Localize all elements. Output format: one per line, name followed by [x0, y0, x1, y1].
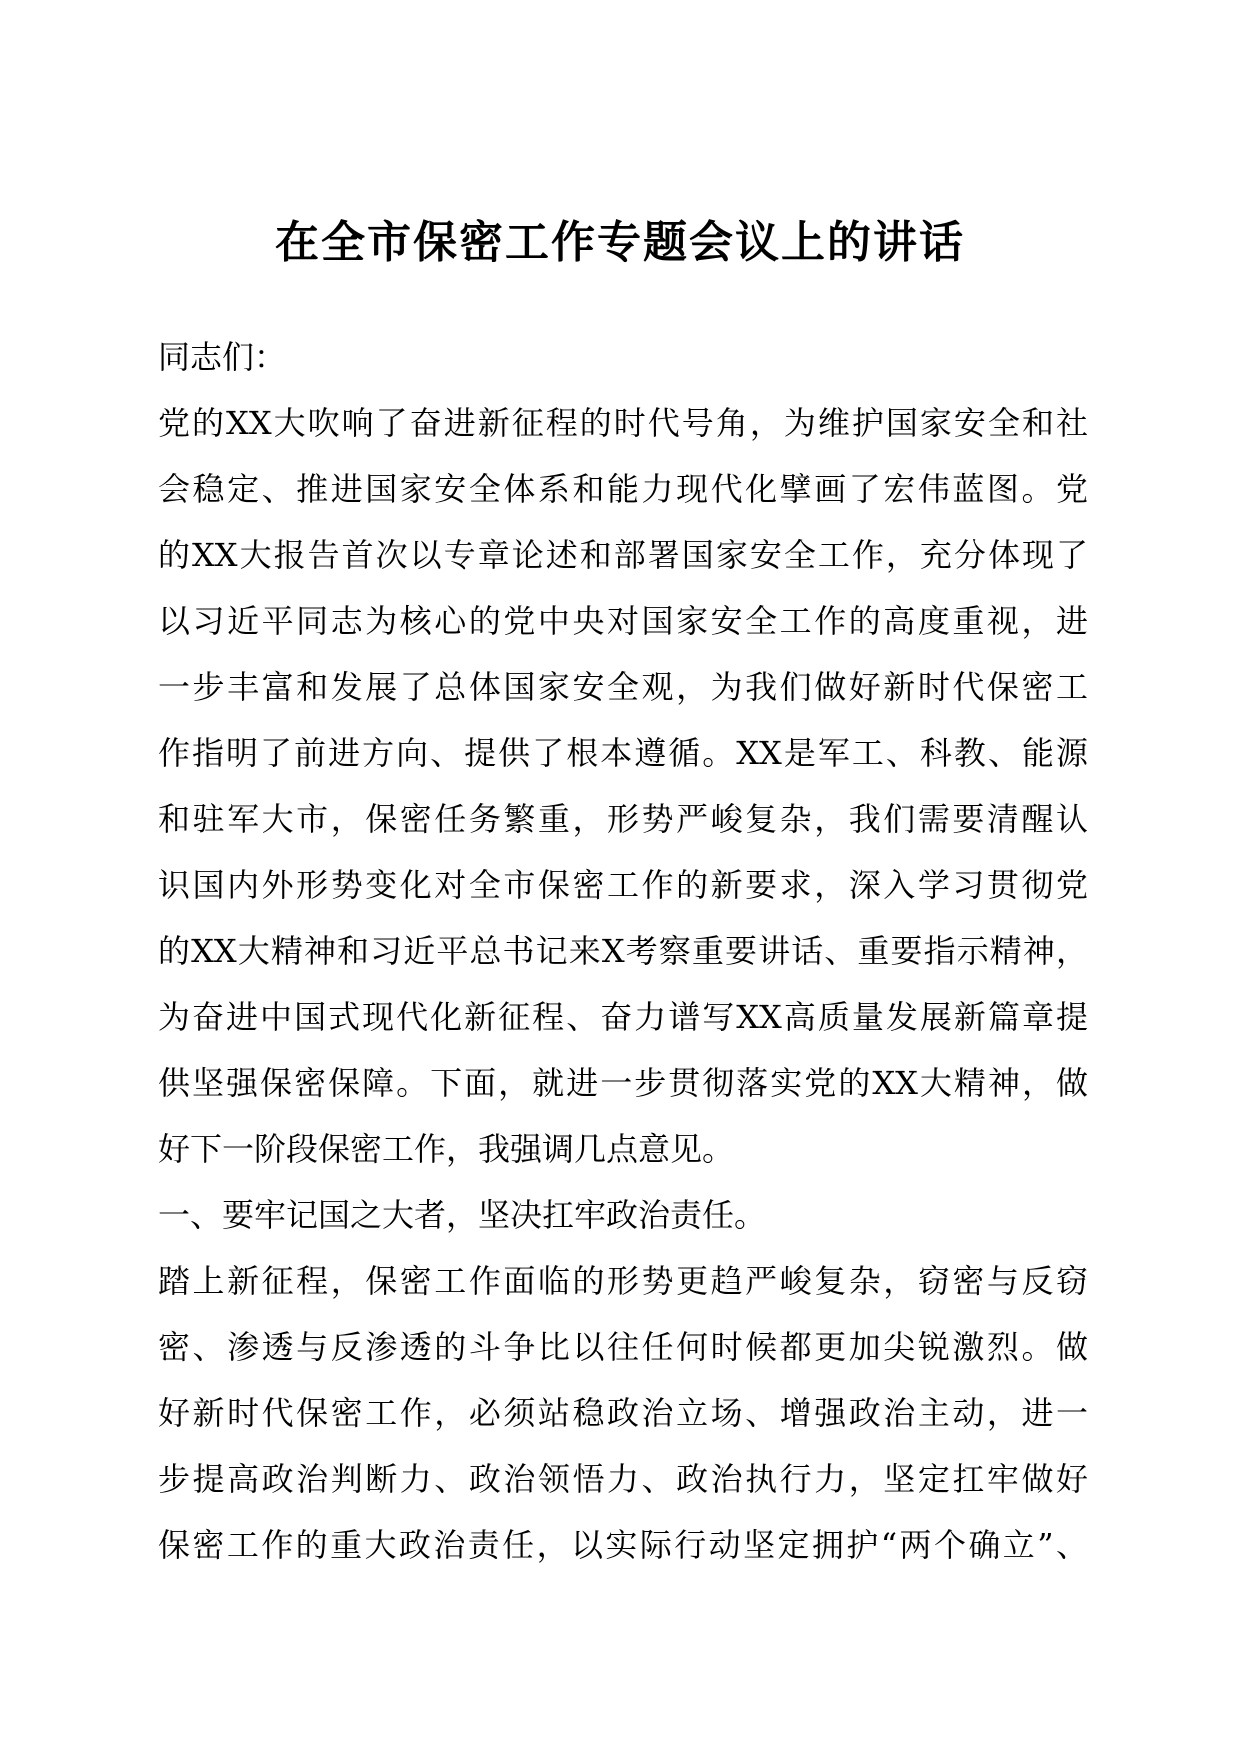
paragraph-line: 的XX大精神和习近平总书记来X考察重要讲话、重要指示精神，	[158, 932, 1088, 970]
paragraph-line: 的XX大报告首次以专章论述和部署国家安全工作，充分体现了	[158, 536, 1088, 574]
paragraph-line: 好新时代保密工作，必须站稳政治立场、增强政治主动，进一	[158, 1394, 1088, 1432]
paragraph-line: 供坚强保密保障。下面，就进一步贯彻落实党的XX大精神，做	[158, 1064, 1088, 1102]
paragraph-line: 一步丰富和发展了总体国家安全观，为我们做好新时代保密工	[158, 668, 1088, 706]
paragraph-line: 和驻军大市，保密任务繁重，形势严峻复杂，我们需要清醒认	[158, 800, 1088, 838]
paragraph-line: 好下一阶段保密工作，我强调几点意见。	[158, 1130, 735, 1168]
paragraph-line: 踏上新征程，保密工作面临的形势更趋严峻复杂，窃密与反窃	[158, 1262, 1088, 1300]
document-body	[158, 324, 1088, 1578]
paragraph-line: 党的XX大吹响了奋进新征程的时代号角，为维护国家安全和社	[158, 404, 1088, 442]
paragraph-line: 为奋进中国式现代化新征程、奋力谱写XX高质量发展新篇章提	[158, 998, 1088, 1036]
paragraph-line: 会稳定、推进国家安全体系和能力现代化擘画了宏伟蓝图。党	[158, 470, 1088, 508]
paragraph-line: 保密工作的重大政治责任，以实际行动坚定拥护“两个确立”、	[158, 1526, 1088, 1564]
section-heading: 一、要牢记国之大者，坚决扛牢政治责任。	[158, 1196, 767, 1234]
paragraph-line: 密、渗透与反渗透的斗争比以往任何时候都更加尖锐激烈。做	[158, 1328, 1088, 1366]
paragraph-line: 以习近平同志为核心的党中央对国家安全工作的高度重视，进	[158, 602, 1088, 640]
paragraph-line: 识国内外形势变化对全市保密工作的新要求，深入学习贯彻党	[158, 866, 1088, 904]
salutation: 同志们：	[158, 338, 287, 376]
paragraph-line: 作指明了前进方向、提供了根本遵循。XX是军工、科教、能源	[158, 734, 1088, 772]
paragraph-line: 步提高政治判断力、政治领悟力、政治执行力，坚定扛牢做好	[158, 1460, 1088, 1498]
document-title: 在全市保密工作专题会议上的讲话	[275, 217, 965, 268]
